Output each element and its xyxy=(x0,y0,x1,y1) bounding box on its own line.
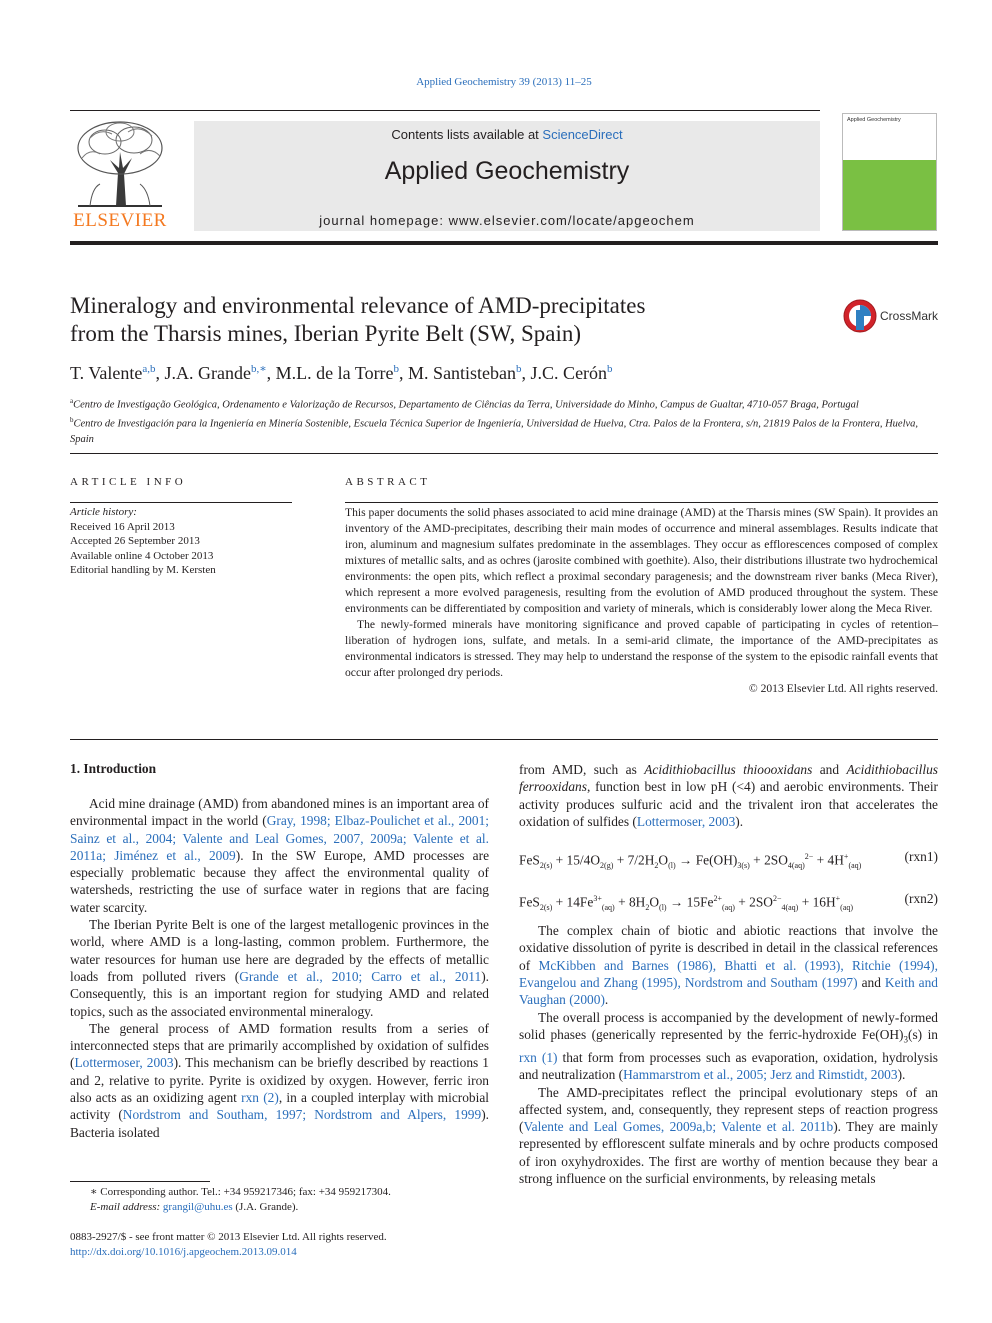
journal-cover-thumbnail[interactable] xyxy=(842,113,937,231)
reaction-tag: (rxn1) xyxy=(904,849,938,865)
journal-header-box xyxy=(194,121,820,231)
text-run: ). In the SW Europe, AMD processes are especially problematic because they affect the environmental quality of watersheds, restricting the use of surface water in regions that are facing water scarcity. xyxy=(70,847,490,915)
reaction-equation: $FeS_{2(s)} + 15/4O_{2(g)} + 7/2H_2O_{(l)} \to Fe(OH)_{3(s)} + 2SO_{4(aq)}^{2-} + 4H^+_{(aq)}$ xyxy=(519,852,862,871)
journal-name: Applied Geochemistry xyxy=(384,157,630,185)
article-title xyxy=(70,292,790,348)
history-editor: Editorial handling by M. Kersten xyxy=(70,564,216,577)
text-run: The overall process is accompanied by the development of newly-formed solid phases (generically represented by the ferric-hydroxide Fe(OH) xyxy=(519,1009,938,1042)
history-accepted: Accepted 26 September 2013 xyxy=(70,535,200,548)
text-run: The complex chain of biotic and abiotic reactions that involve the oxidative dissolution of pyrite is described in detail in the classical references of xyxy=(519,923,938,973)
reaction-equation: $FeS_{2(s)} + 14Fe^{3+}_{(aq)} + 8H_2O_{(l)} \to 15Fe^{2+}_{(aq)} + 2SO^{2-}_{4(aq)} + 16H^+_{(aq)}$ xyxy=(519,894,854,913)
reference-link[interactable]: Nordstrom and Southam, 1997; Nordstrom and Alpers, 1999 xyxy=(122,1107,482,1123)
crossmark-badge[interactable] xyxy=(842,298,942,334)
reference-link[interactable]: Grande et al., 2010; Carro et al., 2011 xyxy=(239,968,482,984)
abstract-paragraph: The newly-formed minerals have monitoring significance and proved capable of participating in cycles of retention–liberation of hydrogen ions, sulfate, and metals. In a semi-arid climate, the importance of the AMD-precipitates as environmental indicators is stressed. They may help to understand the response of the system to the episodic rainfall events that occur after prolonged dry periods. xyxy=(345,618,938,679)
reference-link[interactable]: Hammarstrom et al., 2005; Jerz and Rimstidt, 2003 xyxy=(623,1067,898,1083)
paragraph xyxy=(70,1020,489,1141)
text-run: ). This mechanism can be briefly described by reactions 1 and 2, relative to pyrite. Pyrite is oxidized by oxygen. However, ferric iron also acts as an oxidizing agent xyxy=(70,1055,489,1106)
author-list: T. Valente$^{a,b}$, J.A. Grande$^{b,∗}$, M.L. de la Torre$^b$, M. Santisteban$^b$, J.C. Cerón$^b$ xyxy=(70,363,613,383)
doi-link[interactable]: http://dx.doi.org/10.1016/j.apgeochem.2013.09.014 xyxy=(70,1246,297,1258)
reaction-2 xyxy=(519,880,938,922)
left-column xyxy=(70,795,489,1141)
text-run: that form from processes such as evaporation, oxidation, hydrolysis and neutralization ( xyxy=(519,1049,939,1083)
reference-link[interactable]: McKibben and Barnes (1986), Bhatti et al. (1993), Ritchie (1994), Evangelou and Zhang (1995), Nordstrom and Southam (1997) xyxy=(519,957,938,991)
history-received: Received 16 April 2013 xyxy=(70,520,175,533)
header-rule xyxy=(70,110,820,111)
affiliation: $^a$Centro de Investigação Geológica, Ordenamento e Valorização de Recursos, Departamento de Ciências da Terra, Universidade do Minho, Campus de Gualtar, 4710-057 Braga, Portugal xyxy=(70,397,859,411)
divider xyxy=(70,739,938,740)
text-run: (s) in xyxy=(908,1026,938,1042)
abstract-label: ABSTRACT xyxy=(345,476,431,488)
paragraph xyxy=(519,922,938,1008)
journal-citation[interactable]: Applied Geochemistry 39 (2013) 11–25 xyxy=(416,76,592,88)
reaction-1 xyxy=(519,838,938,880)
abstract-paragraph: This paper documents the solid phases associated to acid mine drainage (AMD) at the Tharsis mines (SW Spain). It provides an inventory of the AMD-precipitates, describing their main modes of occurrence and mineral assemblages. Results indicate that iron, aluminum and magnesium sulfates predominate in the assemblages. They occur as efflorescences composed of complex mixtures of metallic salts, and as ochres (jarosite combined with goethite). Also, their distributions illustrate two hydrochemical environments: the open pits, which reflect a proximal secondary paragenesis; and the downstream river banks (Meca River), which represent a more evolved paragenesis, resulting from the evolution of AMD produced throughout the system. These environments can be differentiated by composition and variety of minerals, which is considerably lower along the Meca River. xyxy=(345,506,938,615)
text-run: . xyxy=(604,992,609,1008)
text-run: ). Bacteria isolated xyxy=(70,1107,489,1140)
text-run: The Iberian Pyrite Belt is one of the largest metallogenic provinces in the world, where AMD is a long-lasting, common problem. Furthermore, the water resources for human use here are degraded by the effects of metallic loads from polluted rivers ( xyxy=(70,917,489,984)
email-note: E-mail address: grangil@uhu.es (J.A. Grande). xyxy=(90,1201,299,1213)
footnote-rule xyxy=(70,1181,210,1182)
abstract-body xyxy=(345,505,938,697)
reference-link[interactable]: Lottermoser, 2003 xyxy=(74,1055,174,1071)
email-link[interactable]: grangil@uhu.es xyxy=(162,1201,233,1213)
history-online: Available online 4 October 2013 xyxy=(70,549,214,562)
right-column xyxy=(519,761,938,1187)
divider xyxy=(70,453,938,454)
paragraph xyxy=(519,1009,938,1084)
paragraph xyxy=(70,916,489,1020)
reaction-tag: (rxn2) xyxy=(904,891,938,907)
reference-link[interactable]: Lottermoser, 2003 xyxy=(636,813,736,829)
issn-line: 0883-2927/$ - see front matter © 2013 Elsevier Ltd. All rights reserved. xyxy=(70,1231,387,1243)
cover-title: Applied Geochemistry xyxy=(847,117,901,123)
reference-link[interactable]: Valente and Leal Gomes, 2009a,b; Valente et al. 2011b xyxy=(523,1119,834,1135)
divider xyxy=(345,502,938,503)
copyright: © 2013 Elsevier Ltd. All rights reserved. xyxy=(748,682,938,695)
issn-block xyxy=(70,1230,489,1260)
elsevier-logo[interactable] xyxy=(70,118,175,232)
header-thick-rule xyxy=(70,241,938,245)
text-run: from AMD, such as xyxy=(519,762,645,777)
elsevier-wordmark: ELSEVIER xyxy=(73,210,167,231)
text-run: and xyxy=(857,975,885,991)
article-history xyxy=(70,505,300,578)
affiliation: $^b$Centro de Investigación para la Ingeniería en Minería Sostenible, Escuela Técnica Superior de Ingeniería, Universidad de Huelva, Ctra. Palos de la Frontera, s/n, 21819 Palos de la Frontera, Huelva, Spain xyxy=(70,416,919,445)
divider xyxy=(70,502,292,503)
reference-link[interactable]: Gray, 1998; Elbaz-Poulichet et al., 2001; Sainz et al., 2004; Valente and Leal Gomes, 2007, 2009a; Valente et al. 2011a; Jiménez et al., 2009 xyxy=(70,813,489,863)
reference-link[interactable]: Keith and Vaughan (2000) xyxy=(519,975,938,1008)
text-run: The AMD-precipitates reflect the principal evolutionary steps of an affected system, and, consequently, they represent steps of reaction progress ( xyxy=(519,1084,938,1135)
journal-homepage[interactable]: journal homepage: www.elsevier.com/locate/apgeochem xyxy=(319,213,695,228)
reference-link[interactable]: rxn (2) xyxy=(241,1090,279,1106)
text-run: ). Consequently, this is an important region for studying AMD and related topics, such as the associated environmental mineralogy. xyxy=(70,968,489,1019)
author-name[interactable]: M. Santisteban$^b$ xyxy=(408,363,522,383)
text-run: ). They are mainly represented by efflorescent sulfate minerals and by ochre products composed of iron oxyhydroxides. The first are worthy of mention because they bear a strong influence on the surficial environments, by releasing metals xyxy=(519,1119,938,1187)
text-run: and xyxy=(812,762,847,777)
contents-prefix: Contents lists available at xyxy=(391,127,543,142)
elsevier-tree-icon xyxy=(70,118,170,210)
sciencedirect-link[interactable]: ScienceDirect xyxy=(542,127,623,142)
text-run: , in a coupled interplay with microbial activity ( xyxy=(70,1090,489,1123)
text-run: ). xyxy=(735,813,744,829)
section-heading: 1. Introduction xyxy=(70,761,157,776)
title-line-2: from the Tharsis mines, Iberian Pyrite Belt (SW, Spain) xyxy=(70,321,582,346)
article-info-label: ARTICLE INFO xyxy=(70,476,187,488)
paragraph xyxy=(519,761,938,830)
subscript: 3 xyxy=(903,1034,909,1045)
italic-text: Acidithiobacillus thioooxidans xyxy=(644,762,813,777)
footnotes xyxy=(70,1185,489,1215)
author-name[interactable]: M.L. de la Torre$^b$ xyxy=(275,363,400,383)
text-run: The general process of AMD formation results from a series of interconnected steps that are primarily accomplished by oxidation of sulfides ( xyxy=(70,1020,489,1071)
text-run: ). xyxy=(897,1067,906,1083)
crossmark-label: CrossMark xyxy=(880,309,939,323)
author-name[interactable]: J.A. Grande$^{b,∗}$ xyxy=(164,363,267,383)
author-name[interactable]: J.C. Cerón$^b$ xyxy=(530,363,613,383)
contents-line xyxy=(194,127,820,142)
crossmark-icon xyxy=(842,298,878,334)
author-name[interactable]: T. Valente$^{a,b}$ xyxy=(70,363,156,383)
paragraph xyxy=(519,1084,938,1188)
text-run: Acid mine drainage (AMD) from abandoned mines is an important area of environmental impact in the world ( xyxy=(70,796,489,829)
text-run: , function best in low pH (<4) and aerobic environments. Their activity produces sulfuric acid and the trivalent iron that accelerates the oxidation of sulfides ( xyxy=(519,779,938,829)
corresponding-author-note: ∗ Corresponding author. Tel.: +34 959217346; fax: +34 959217304. xyxy=(90,1186,391,1198)
affiliations xyxy=(70,394,938,448)
history-label: Article history: xyxy=(70,506,137,518)
italic-text: Acidithiobacillus ferrooxidans xyxy=(519,762,938,795)
paragraph xyxy=(70,795,489,916)
title-line-1: Mineralogy and environmental relevance of AMD-precipitates xyxy=(70,293,646,318)
reference-link[interactable]: rxn (1) xyxy=(519,1049,558,1065)
